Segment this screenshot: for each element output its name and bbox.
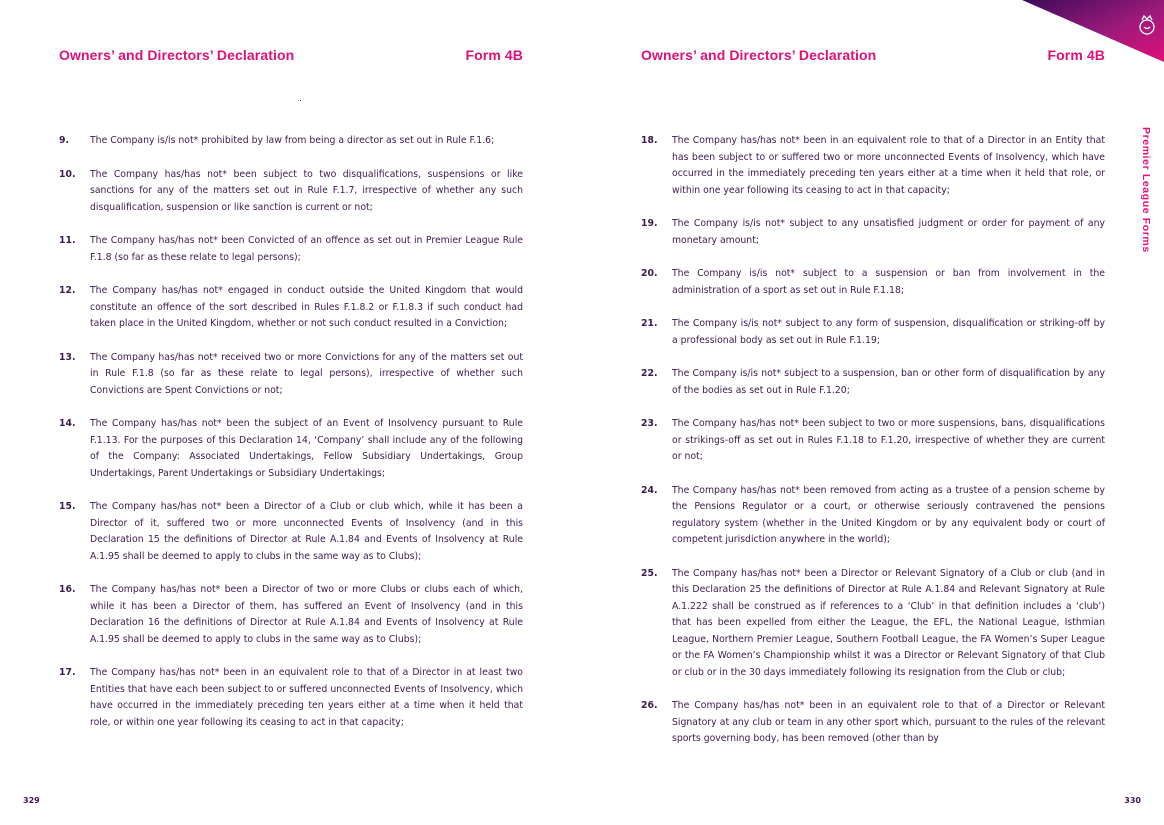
list-item xyxy=(59,665,523,731)
page-number: 330 xyxy=(1124,796,1141,805)
page-title: Owners’ and Directors’ Declaration xyxy=(59,47,295,63)
item-number: 10. xyxy=(59,168,76,180)
list-item xyxy=(59,167,523,217)
page-number: 329 xyxy=(23,796,40,805)
item-number: 25. xyxy=(641,567,658,579)
item-text: The Company has/has not* been the subject of an Event of Insolvency pursuant to Rule F.1.13. For the purposes of this Declaration 14, ‘Company’ shall include any of the following of the Company: Associated Undertakings, Fellow Subsidiary Undertakings, Group Undertakings, Parent Undertakings or Subsidiary Undertakings; xyxy=(90,418,523,479)
item-text: The Company has/has not* been in an equivalent role to that of a Director in an Entity that has been subject to or suffered two or more unconnected Events of Insolvency, which have occurred in the immediately preceding ten years either at a time when it held that role, or within one year following its ceasing to act in that capacity; xyxy=(672,135,1105,196)
list-item xyxy=(641,416,1105,466)
item-number: 22. xyxy=(641,368,658,379)
item-number: 21. xyxy=(641,318,658,329)
declaration-list xyxy=(641,133,1105,748)
item-number: 13. xyxy=(59,351,76,363)
list-item xyxy=(641,483,1105,549)
list-item xyxy=(641,566,1105,682)
item-text: The Company has/has not* engaged in conduct outside the United Kingdom that would constitute an offence of the sort described in Rules F.1.8.2 or F.1.8.3 if such conduct had taken place in the United Kingdom, whether or not such conduct resulted in a Conviction; xyxy=(90,285,523,329)
item-number: 23. xyxy=(641,418,658,429)
item-text: The Company has/has not* been subject to two disqualifications, suspensions or like sanctions for any of the matters set out in Rule F.1.7, irrespective of whether any such disqualification, suspension or like sanction is current or not; xyxy=(90,168,523,213)
item-text: The Company has/has not* been a Director of two or more Clubs or clubs each of which, while it has been a Director of them, has suffered an Event of Insolvency (and in this Declaration 16 the definitions of Director at Rule A.1.84 and Events of Insolvency at Rule A.1.95 shall be deemed to apply to clubs in the same way as to Clubs); xyxy=(90,584,523,645)
stray-mark xyxy=(300,100,301,101)
corner-decoration xyxy=(1014,0,1164,70)
list-item xyxy=(59,133,523,150)
item-number: 15. xyxy=(59,501,76,512)
list-item xyxy=(59,582,523,648)
item-text: The Company has/has not* been in an equivalent role to that of a Director or Relevant Signatory at any club or team in any other sport which, pursuant to the rules of the relevant sports governing body, has been removed (other than by xyxy=(672,700,1105,744)
list-item xyxy=(59,499,523,565)
list-item xyxy=(641,698,1105,748)
item-number: 12. xyxy=(59,285,76,296)
right-page xyxy=(582,0,1164,825)
item-text: The Company is/is not* subject to a suspension or ban from involvement in the administration of a sport as set out in Rule F.1.18; xyxy=(672,268,1105,296)
list-item xyxy=(59,233,523,266)
item-text: The Company has/has not* received two or more Convictions for any of the matters set out in Rule F.1.8 (so far as these relate to legal persons), irrespective of whether such Convictions are Spent Convictions or not; xyxy=(90,351,523,396)
item-text: The Company is/is not* subject to a suspension, ban or other form of disqualification by any of the bodies as set out in Rule F.1.20; xyxy=(672,368,1105,396)
item-number: 24. xyxy=(641,484,658,496)
item-number: 17. xyxy=(59,667,76,678)
item-number: 11. xyxy=(59,235,76,246)
item-number: 9. xyxy=(59,135,70,146)
list-item xyxy=(641,133,1105,199)
item-number: 20. xyxy=(641,268,658,279)
item-text: The Company has/has not* been a Director or Relevant Signatory of a Club or club (and in this Declaration 25 the definitions of Director at Rule A.1.84 and Relevant Signatory at Rule A.1.222 shall be construed as if references to a ‘Club’ in that definition includes a ‘club’) that has been expelled from either the League, the EFL, the National League, Isthmian League, Northern Premier League, Southern Football League, the FA Women’s Super League or the FA Women’s Championship whilst it was a Director or Relevant Signatory of that Club or club or in the 30 days immediately following its resignation from the Club or club; xyxy=(672,567,1105,678)
item-text: The Company has/has not* been in an equivalent role to that of a Director in at least two Entities that have each been subject to or suffered unconnected Events of Insolvency, which have occurred in the immediately preceding ten years either at a time when it held that role, or within one year following its ceasing to act in that capacity; xyxy=(90,667,523,728)
section-side-label: Premier League Forms xyxy=(1140,127,1152,253)
form-label: Form 4B xyxy=(465,47,523,63)
item-text: The Company is/is not* subject to any form of suspension, disqualification or striking-off by a professional body as set out in Rule F.1.19; xyxy=(672,318,1105,346)
list-item xyxy=(59,350,523,400)
item-text: The Company has/has not* been removed from acting as a trustee of a pension scheme by the Pensions Regulator or a court, or otherwise seriously contravened the pensions regulatory system (whether in the United Kingdom or by any equivalent body or court of competent jurisdiction anywhere in the world); xyxy=(672,484,1105,545)
item-text: The Company is/is not* subject to any unsatisfied judgment or order for payment of any monetary amount; xyxy=(672,218,1105,246)
item-number: 16. xyxy=(59,584,76,595)
list-item xyxy=(59,283,523,333)
item-text: The Company has/has not* been Convicted of an offence as set out in Premier League Rule F.1.8 (so far as these relate to legal persons); xyxy=(90,235,523,263)
item-text: The Company has/has not* been a Director of a Club or club which, while it has been a Director of it, suffered two or more unconnected Events of Insolvency (and in this Declaration 15 the definitions of Director at Rule A.1.84 and Events of Insolvency at Rule A.1.95 shall be deemed to apply to clubs in the same way as to Clubs); xyxy=(90,501,523,562)
page-title: Owners’ and Directors’ Declaration xyxy=(641,47,877,63)
item-text: The Company is/is not* prohibited by law from being a director as set out in Rule F.1.6; xyxy=(90,135,495,146)
item-number: 18. xyxy=(641,135,658,146)
corner-wedge xyxy=(1022,0,1164,62)
declaration-list xyxy=(59,133,523,731)
item-text: The Company has/has not* been subject to two or more suspensions, bans, disqualifications or strikings-off as set out in Rules F.1.18 to F.1.20, irrespective of whether they are current or not; xyxy=(672,418,1105,462)
list-item xyxy=(641,266,1105,299)
list-item xyxy=(641,316,1105,349)
item-number: 19. xyxy=(641,218,658,229)
list-item xyxy=(641,366,1105,399)
item-number: 14. xyxy=(59,418,76,429)
list-item xyxy=(641,216,1105,249)
item-number: 26. xyxy=(641,700,658,711)
list-item xyxy=(59,416,523,482)
form-label: Form 4B xyxy=(1047,47,1105,63)
